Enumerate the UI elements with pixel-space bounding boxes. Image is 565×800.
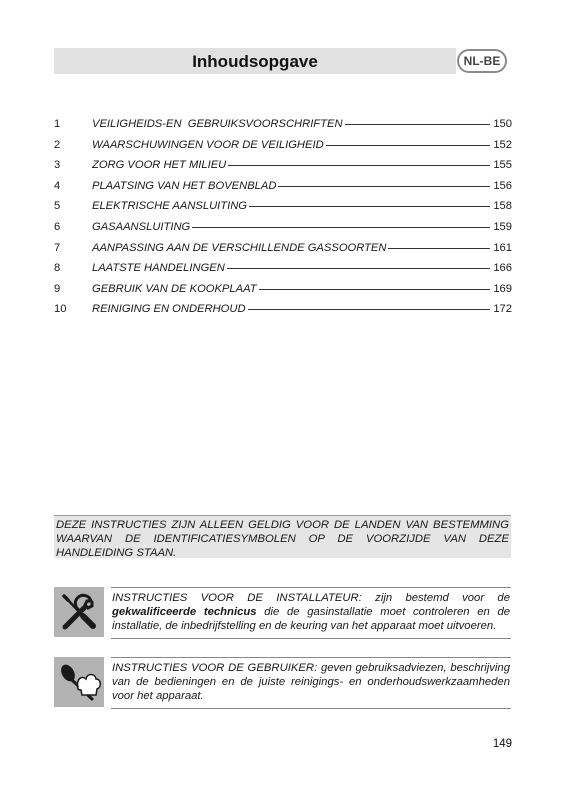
toc-leader	[259, 289, 491, 290]
toc-entry[interactable]	[54, 159, 512, 180]
toc-page: 159	[493, 220, 512, 233]
installer-instructions	[54, 587, 511, 643]
toc-title: WAARSCHUWINGEN VOOR DE VEILIGHEID	[92, 138, 324, 151]
user-instructions	[54, 657, 511, 715]
table-of-contents	[54, 118, 512, 324]
toc-page: 166	[493, 262, 512, 275]
toc-number: 6	[54, 220, 61, 233]
toc-leader	[345, 124, 491, 125]
toc-title: ELEKTRISCHE AANSLUITING	[92, 200, 248, 213]
toc-page: 155	[493, 159, 512, 172]
toc-number: 7	[54, 241, 61, 254]
toc-leader	[326, 145, 491, 146]
toc-number: 2	[54, 138, 61, 151]
chef-spoon-icon	[54, 657, 104, 707]
toc-number: 8	[54, 262, 61, 275]
user-text: INSTRUCTIES VOOR DE GEBRUIKER: geven gebruiksadviezen, beschrijving van de bedieningen en de juiste reinigings- en onderhoudswerkzaamheden voor het apparaat.	[111, 657, 511, 709]
toc-number: 5	[54, 200, 61, 213]
toc-number: 10	[54, 303, 67, 316]
toc-page: 169	[493, 282, 512, 295]
wrench-screwdriver-icon	[54, 587, 104, 637]
toc-page: 152	[493, 138, 512, 151]
toc-entry[interactable]	[54, 118, 512, 139]
toc-leader	[278, 186, 490, 187]
toc-title: AANPASSING AAN DE VERSCHILLENDE GASSOORTEN	[92, 241, 387, 254]
toc-leader	[228, 165, 490, 166]
toc-page: 150	[493, 118, 512, 130]
toc-entry[interactable]	[54, 139, 512, 160]
toc-number: 4	[54, 179, 61, 192]
toc-entry[interactable]	[54, 200, 512, 221]
toc-leader	[388, 248, 490, 249]
toc-leader	[192, 227, 490, 228]
toc-entry[interactable]	[54, 242, 512, 263]
toc-entry[interactable]	[54, 283, 512, 304]
toc-entry[interactable]	[54, 221, 512, 242]
page-title: Inhoudsopgave	[192, 52, 318, 71]
validity-note: DEZE INSTRUCTIES ZIJN ALLEEN GELDIG VOOR DE LANDEN VAN BESTEMMING WAARVAN DE IDENTIFICATIESYMBOLEN OP DE VOORZIJDE VAN DEZE HANDLEIDING STAAN.	[54, 515, 511, 558]
toc-leader	[249, 206, 490, 207]
installer-text: INSTRUCTIES VOOR DE INSTALLATEUR: zijn bestemd voor de gekwalificeerde technicus die de gasinstallatie moet controleren en de installatie, de inbedrijfstelling en de keuring van het apparaat moet uitvoeren.	[111, 587, 511, 639]
toc-title: REINIGING EN ONDERHOUD	[92, 303, 246, 316]
toc-title: ZORG VOOR HET MILIEU	[92, 159, 227, 172]
toc-entry[interactable]	[54, 262, 512, 283]
toc-entry[interactable]	[54, 303, 512, 324]
toc-page: 156	[493, 179, 512, 192]
toc-title: GASAANSLUITING	[92, 220, 191, 233]
toc-title: PLAATSING VAN HET BOVENBLAD	[92, 179, 277, 192]
toc-number: 1	[54, 118, 61, 130]
toc-page: 158	[493, 200, 512, 213]
toc-number: 3	[54, 159, 61, 172]
toc-title: VEILIGHEIDS-EN GEBRUIKSVOORSCHRIFTEN	[92, 118, 343, 130]
toc-title: LAATSTE HANDELINGEN	[92, 262, 225, 275]
toc-page: 161	[493, 241, 512, 254]
toc-leader	[227, 268, 490, 269]
toc-number: 9	[54, 282, 61, 295]
language-badge: NL-BE	[457, 49, 507, 73]
page-number: 149	[492, 738, 512, 750]
toc-entry[interactable]	[54, 180, 512, 201]
toc-page: 172	[493, 303, 512, 316]
toc-leader	[248, 309, 491, 310]
toc-title: GEBRUIK VAN DE KOOKPLAAT	[92, 282, 257, 295]
